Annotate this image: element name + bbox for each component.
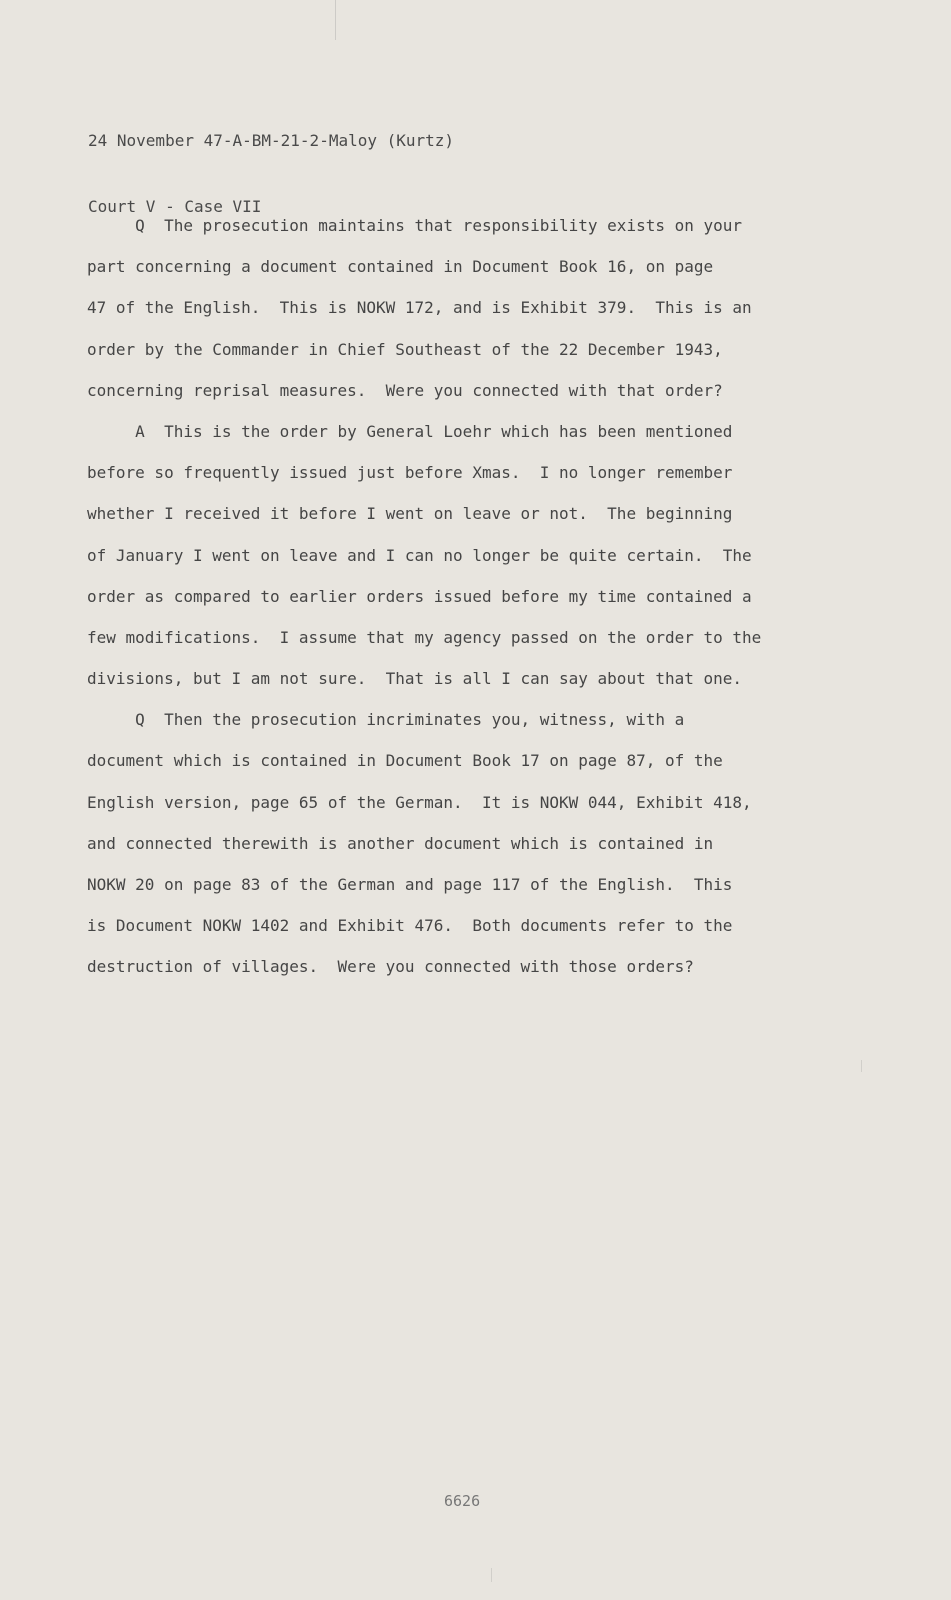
transcript-line: English version, page 65 of the German. It is NOKW 044, Exhibit 418, [87,792,752,812]
paper-mark [861,1060,862,1072]
transcript-line: of January I went on leave and I can no longer be quite certain. The [87,545,752,565]
transcript-line: and connected therewith is another document which is contained in [87,833,714,853]
transcript-line: order as compared to earlier orders issued before my time contained a [87,586,752,606]
transcript-body [87,205,761,988]
transcript-line: whether I received it before I went on leave or not. The beginning [87,504,733,524]
paper-mark [491,1568,492,1582]
transcript-line: divisions, but I am not sure. That is all I can say about that one. [87,669,743,689]
transcript-line: concerning reprisal measures. Were you connected with that order? [87,380,723,400]
transcript-line: destruction of villages. Were you connected with those orders? [87,957,694,977]
transcript-line: is Document NOKW 1402 and Exhibit 476. Both documents refer to the [87,916,733,936]
page-number: 6626 [444,1492,481,1510]
transcript-line: A This is the order by General Loehr which has been mentioned [87,421,733,441]
transcript-line: Q Then the prosecution incriminates you, witness, with a [87,710,685,730]
header-reference-line: 24 November 47-A-BM-21-2-Maloy (Kurtz) [88,131,455,150]
header-court-line: Court V - Case VII [88,197,262,216]
transcript-line: few modifications. I assume that my agency passed on the order to the [87,627,762,647]
transcript-line: Q The prosecution maintains that responsibility exists on your [87,216,743,235]
transcript-line: part concerning a document contained in Document Book 16, on page [87,257,714,277]
transcript-line: order by the Commander in Chief Southeast of the 22 December 1943, [87,339,723,359]
transcript-line: NOKW 20 on page 83 of the German and page 117 of the English. This [87,875,733,894]
transcript-line: 47 of the English. This is NOKW 172, and is Exhibit 379. This is an [87,298,752,318]
transcript-line: before so frequently issued just before Xmas. I no longer remember [87,463,733,483]
transcript-line: document which is contained in Document Book 17 on page 87, of the [87,751,723,771]
paper-mark [335,0,336,40]
